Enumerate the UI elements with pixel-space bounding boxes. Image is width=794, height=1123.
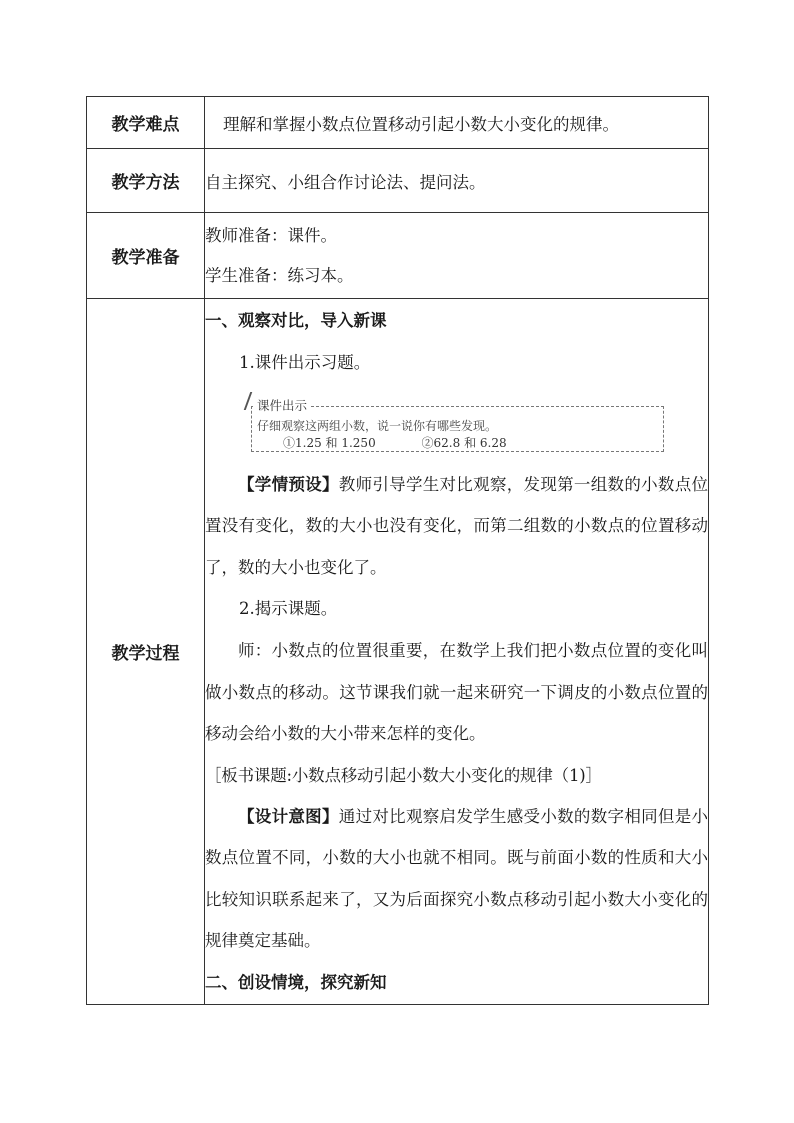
process-cell xyxy=(205,299,709,1005)
prep-label: 教学准备 xyxy=(87,213,205,299)
courseware-callout xyxy=(251,394,664,452)
row-method xyxy=(87,149,709,213)
step2-text: 2.揭示课题。 xyxy=(239,599,338,618)
design-tag: 【设计意图】 xyxy=(238,806,339,826)
callout-items xyxy=(283,434,507,451)
row-difficulty xyxy=(87,97,709,149)
prep-teacher: 教师准备：课件。 xyxy=(205,225,337,245)
difficulty-label: 教学难点 xyxy=(87,97,205,149)
callout-tag: 课件出示 xyxy=(253,396,311,414)
board-title: ［板书课题:小数点移动引起小数大小变化的规律（1)］ xyxy=(205,765,602,785)
prep-student: 学生准备：练习本。 xyxy=(205,265,354,285)
difficulty-text: 理解和掌握小数点位置移动引起小数大小变化的规律。 xyxy=(205,97,709,149)
step1-text: 1.课件出示习题。 xyxy=(239,352,371,372)
callout-item-2: ②62.8 和 6.28 xyxy=(421,435,507,450)
section2-heading: 二、创设情境，探究新知 xyxy=(205,972,387,992)
process-label: 教学过程 xyxy=(87,299,205,1005)
lesson-plan-table xyxy=(86,96,709,1005)
prep-cell xyxy=(205,213,709,299)
callout-question: 仔细观察这两组小数，说一说你有哪些发现。 xyxy=(257,418,498,433)
row-prep xyxy=(87,213,709,299)
design-text: 通过对比观察启发学生感受小数的数字相同但是小数点位置不同，小数的大小也就不相同。既与前面小数的性质和大小比较知识联系起来了，又为后面探究小数点移动引起小数大小变化的规律奠定基础。 xyxy=(205,806,709,950)
method-label: 教学方法 xyxy=(87,149,205,213)
row-process xyxy=(87,299,709,1005)
preset-tag: 【学情预设】 xyxy=(238,474,339,494)
preset-text: 教师引导学生对比观察，发现第一组数的小数点位置没有变化，数的大小也没有变化，而第二组数的小数点的位置移动了，数的大小也变化了。 xyxy=(205,474,709,577)
preset-paragraph xyxy=(205,464,708,589)
method-text: 自主探究、小组合作讨论法、提问法。 xyxy=(205,149,709,213)
section1-heading: 一、观察对比，导入新课 xyxy=(205,310,387,330)
teacher-paragraph: 师：小数点的位置很重要，在数学上我们把小数点位置的变化叫做小数点的移动。这节课我们就一起来研究一下调皮的小数点位置的移动会给小数的大小带来怎样的变化。 xyxy=(205,641,708,743)
callout-item-1: ①1.25 和 1.250 xyxy=(283,435,376,450)
design-paragraph xyxy=(205,796,708,962)
